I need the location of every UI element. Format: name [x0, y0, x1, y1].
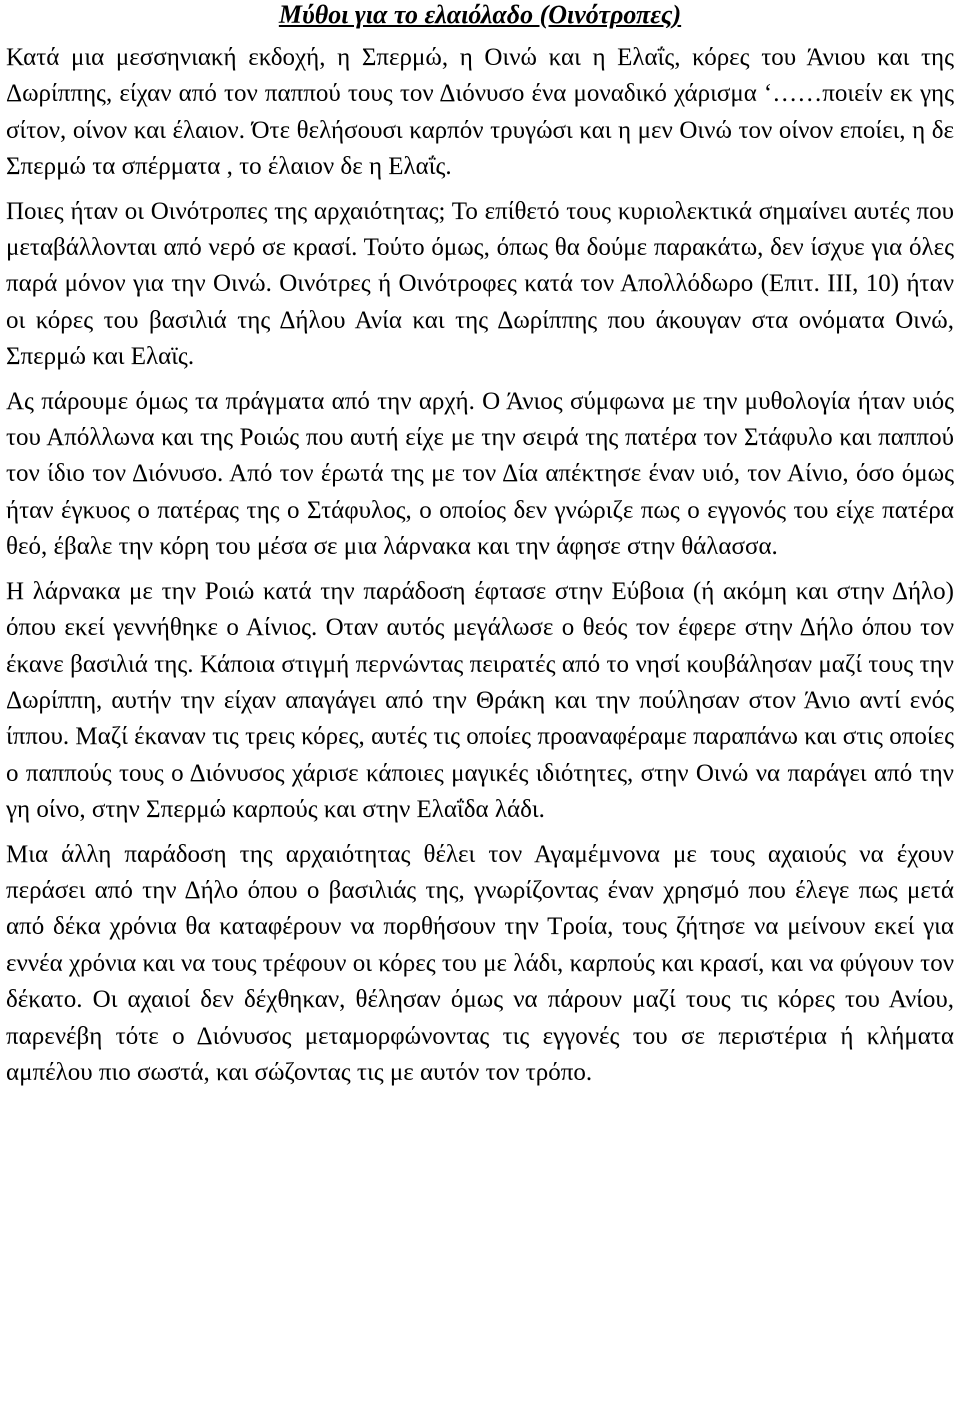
paragraph-intro: Κατά μια μεσσηνιακή εκδοχή, η Σπερμώ, η Οινώ και η Ελαΐς, κόρες του Άνιου και της Δωρίππης, είχαν από τον παππού τους τον Διόνυσο ένα μοναδικό χάρισμα ‘……ποιείν εκ γης σίτον, οίνον και έλαιον. Ότε θελήσουσι καρπόν τρυγώσι και η μεν Οινώ τον οίνον εποίει, η δε Σπερμώ τα σπέρματα , το έλαιον δε η Ελαΐς. [6, 44, 954, 181]
page-title: Μύθοι για το ελαιόλαδο (Οινότροπες) [278, 0, 682, 29]
paragraph-agamemnon: Μια άλλη παράδοση της αρχαιότητας θέλει τον Αγαμέμνονα με τους αχαιούς να έχουν περάσει από την Δήλο όπου ο βασιλιάς της, γνωρίζοντας έναν χρησμό που έλεγε πως μετά από δέκα χρόνια θα καταφέρουν να πορθήσουν την Τροία, τους ζήτησε να μείνουν εκεί για εννέα χρόνια και να τους τρέφουν οι κόρες του με λάδι, καρπούς και κρασί, και να φύγουν τον δέκατο. Οι αχαιοί δεν δέχθηκαν, θέλησαν όμως να πάρουν μαζί τους τις κόρες του Ανίου, παρενέβη τότε ο Διόνυσος μεταμορφώνοντας τις εγγονές του σε περιστέρια ή κλήματα αμπέλου πιο σωστά, και σώζοντας τις με αυτόν τον τρόπο. [6, 840, 954, 1086]
paragraph-anios-origin: Ας πάρουμε όμως τα πράγματα από την αρχή. Ο Άνιος σύμφωνα με την μυθολογία ήταν υιός του Απόλλωνα και της Ροιώς που αυτή είχε με την σειρά της πατέρα τον Στάφυλο και παππού τον ίδιο τον Διόνυσο. Από τον έρωτά της με τον Δία απέκτησε έναν υιό, τον Αίνιο, όσο όμως ήταν έγκυος ο πατέρας της ο Στάφυλος, ο οποίος δεν γνώριζε πως ο εγγονός του είχε πατέρα θεό, έβαλε την κόρη του μέσα σε μια λάρνακα και την άφησε στην θάλασσα. [6, 387, 954, 561]
paragraph-oinotropes: Ποιες ήταν οι Οινότροπες της αρχαιότητας; Το επίθετό τους κυριολεκτικά σημαίνει αυτές που μεταβάλλονται από νερό σε κρασί. Τούτο όμως, όπως θα δούμε παρακάτω, δεν ίσχυε για όλες παρά μόνον για την Οινώ. Οινότρες ή Οινότροφες κατά τον Απολλόδωρο (Επιτ. ΙΙΙ, 10) ήταν οι κόρες του βασιλιά της Δήλου Ανία και της Δωρίππης που άκουγαν στα ονόματα Οινώ, Σπερμώ και Ελαϊς. [6, 197, 954, 371]
paragraph-larnaka: Η λάρνακα με την Ροιώ κατά την παράδοση έφτασε στην Εύβοια (ή ακόμη και στην Δήλο) όπου εκεί γεννήθηκε ο Αίνιος. Οταν αυτός μεγάλωσε ο θεός τον έφερε στην Δήλο όπου τον έκανε βασιλιά της. Κάποια στιγμή περνώντας πειρατές από το νησί κουβάλησαν μαζί τους την Δωρίππη, αυτήν την είχαν απαγάγει από την Θράκη και την πούλησαν στον Άνιο αντί ενός ίππου. Μαζί έκαναν τις τρεις κόρες, αυτές τις οποίες προαναφέραμε παραπάνω και στις οποίες ο παππούς τους ο Διόνυσος χάρισε κάποιες μαγικές ιδιότητες, στην Οινώ να παράγει από την γη οίνο, στην Σπερμώ καρπούς και στην Ελαΐδα λάδι. [6, 577, 954, 824]
article-body [6, 30, 954, 1091]
